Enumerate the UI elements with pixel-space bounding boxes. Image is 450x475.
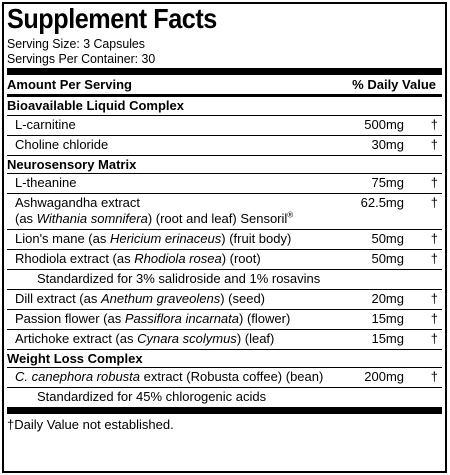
ingredient-name: [7, 331, 336, 347]
section-neurosensory: Neurosensory Matrix: [7, 155, 442, 173]
table-row: [7, 249, 442, 269]
ingredient-dv: †: [430, 331, 438, 346]
thick-divider-bottom: [7, 407, 442, 414]
ingredient-name: [7, 231, 336, 247]
ingredient-amount: 50mg: [371, 231, 404, 246]
amount-header: Amount Per Serving: [7, 77, 132, 92]
dv-header: % Daily Value: [352, 77, 436, 92]
table-row: [7, 173, 442, 193]
ingredient-name-line1: Ashwagandha extract: [15, 195, 141, 210]
table-row: [7, 229, 442, 249]
ingredient-dv: †: [430, 311, 438, 326]
ingredient-amount: 75mg: [371, 175, 404, 190]
text-pre: Passion flower (as: [15, 311, 125, 326]
section-weight-loss: Weight Loss Complex: [7, 349, 442, 367]
latin-name: Rhodiola rosea: [134, 251, 222, 266]
standardization-note: Standardized for 3% salidroside and 1% rosavins: [7, 269, 442, 289]
ingredient-amount: 50mg: [371, 251, 404, 266]
ingredient-dv: †: [430, 291, 438, 306]
ingredient-dv: †: [430, 117, 438, 132]
text-post: ) (leaf): [236, 331, 275, 346]
serving-size: Serving Size: 3 Capsules: [7, 36, 145, 51]
ingredient-name: L-theanine: [15, 175, 77, 190]
thick-divider: [7, 68, 442, 75]
ingredient-dv: †: [430, 369, 438, 384]
table-row: [7, 309, 442, 329]
ingredient-dv: †: [430, 195, 438, 210]
standardization-note: Standardized for 45% chlorogenic acids: [7, 387, 442, 407]
latin-name: C. canephora robusta: [15, 369, 141, 384]
ingredient-amount: 20mg: [371, 291, 404, 306]
latin-name: Cynara scolymus: [137, 331, 237, 346]
footnote: †Daily Value not established.: [7, 417, 174, 432]
section-bioavailable: Bioavailable Liquid Complex: [7, 98, 184, 113]
latin-name: Anethum graveolens: [100, 291, 221, 306]
panel-title: Supplement Facts: [7, 3, 217, 34]
text-post: ) (root and leaf) Sensoril: [147, 211, 288, 226]
table-row: [7, 115, 442, 135]
ingredient-dv: †: [430, 231, 438, 246]
latin-name: Passiflora incarnata: [124, 311, 239, 326]
text-post: extract (Robusta coffee) (bean): [140, 369, 324, 384]
table-row: [7, 135, 442, 155]
servings-per-container: Servings Per Container: 30: [7, 51, 156, 66]
ingredient-name: [7, 291, 336, 307]
text-pre: (as: [15, 211, 37, 226]
ingredient-amount: 62.5mg: [360, 195, 404, 210]
ingredient-name: [7, 311, 336, 327]
table-row: [7, 329, 442, 349]
table-row: [7, 193, 442, 229]
ingredient-amount: 500mg: [364, 117, 404, 132]
text-post: ) (flower): [239, 311, 291, 326]
ingredient-dv: †: [430, 137, 438, 152]
registered-mark: ®: [287, 210, 294, 220]
ingredient-amount: 15mg: [371, 311, 404, 326]
ingredient-name: [7, 251, 336, 267]
ingredient-name: Choline chloride: [15, 137, 109, 152]
column-header: [7, 75, 442, 94]
text-post: ) (fruit body): [221, 231, 292, 246]
table-row: [7, 367, 442, 387]
ingredient-name-line2: [15, 211, 336, 227]
latin-name: Withania somnifera: [36, 211, 148, 226]
ingredient-name: L-carnitine: [15, 117, 76, 132]
text-post: ) (seed): [220, 291, 266, 306]
text-pre: Lion's mane (as: [15, 231, 110, 246]
ingredient-name: [7, 369, 336, 385]
text-post: ) (root): [221, 251, 261, 266]
ingredient-amount: 15mg: [371, 331, 404, 346]
ingredient-amount: 30mg: [371, 137, 404, 152]
table-row: [7, 289, 442, 309]
text-pre: Dill extract (as: [15, 291, 101, 306]
text-pre: Artichoke extract (as: [15, 331, 138, 346]
ingredient-name: [7, 195, 336, 227]
latin-name: Hericium erinaceus: [109, 231, 222, 246]
text-pre: Rhodiola extract (as: [15, 251, 135, 266]
ingredient-amount: 200mg: [364, 369, 404, 384]
supplement-facts-panel: [2, 2, 447, 473]
ingredient-dv: †: [430, 251, 438, 266]
ingredient-dv: †: [430, 175, 438, 190]
